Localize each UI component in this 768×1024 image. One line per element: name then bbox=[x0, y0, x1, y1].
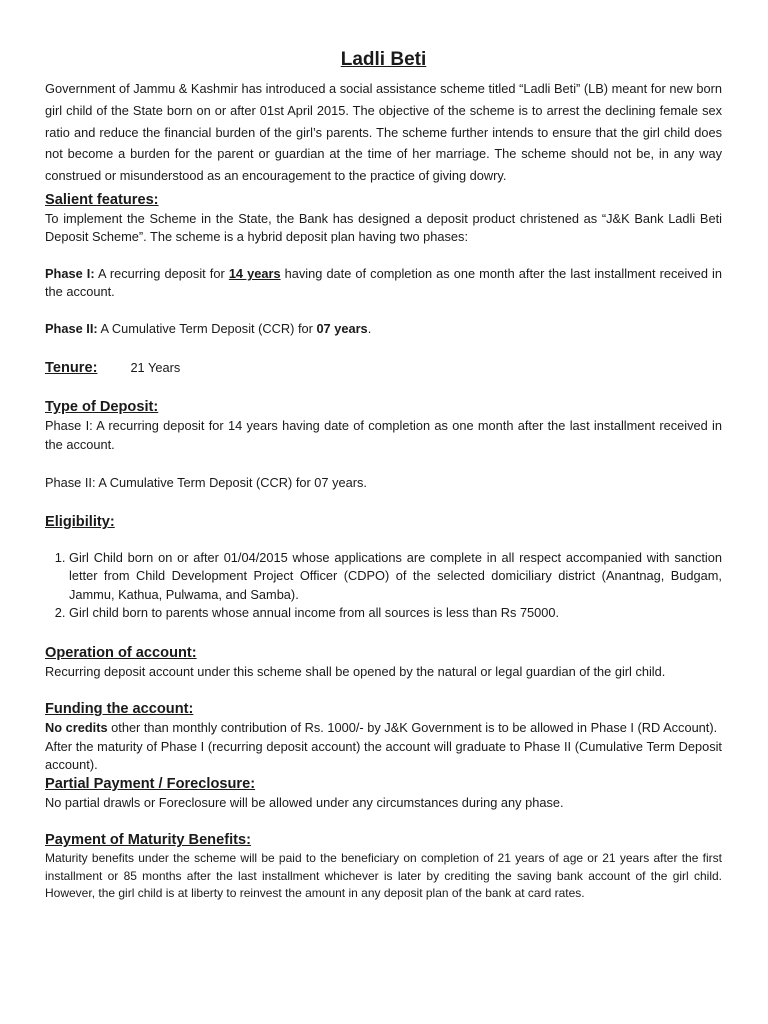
operation-heading: Operation of account: bbox=[45, 644, 197, 661]
funding-bold-lead: No credits bbox=[45, 720, 108, 736]
eligibility-item: 1. Girl Child born on or after 01/04/2015 whose applications are complete in all respect accompanied with sanction letter from Child Development Project Officer (CDPO) of the selected domiciliary district (Anantnag, Budgam, Jammu, Kathua, Pulwama, and Samba). bbox=[69, 549, 722, 605]
phase-1-pre: A recurring deposit for bbox=[94, 265, 229, 281]
eligibility-item: 2. Girl child born to parents whose annual income from all sources is less than Rs 75000. bbox=[69, 604, 722, 623]
maturity-text: Maturity benefits under the scheme will be paid to the beneficiary on completion of 21 years of age or 21 years after the first installment or 85 months after the last installment whichever is later by crediting the saving bank account of the girl child. However, the girl child is at liberty to reinvest the amount in any deposit plan of the bank at card rates. bbox=[45, 851, 722, 901]
type-of-deposit-heading: Type of Deposit: bbox=[45, 399, 159, 416]
intro-paragraph: Government of Jammu & Kashmir has introduced a social assistance scheme titled “Ladli Beti” (LB) meant for new born girl child of the State born on or after 01st April 2015. The objective of the scheme is to arrest the declining female sex ratio and reduce the financial burden of the girl’s parents. The scheme further intends to ensure that the girl child does not become a burden for the parent or guardian at the time of her marriage. The scheme should not be, in any way construed or misunderstood as an encouragement to the practice of giving dowry. bbox=[45, 81, 722, 184]
phase-2-years: 07 years bbox=[316, 320, 368, 336]
phase-1-years: 14 years bbox=[228, 265, 281, 281]
salient-features-heading: Salient features: bbox=[45, 191, 159, 208]
partial-payment-heading: Partial Payment / Foreclosure: bbox=[45, 775, 256, 792]
document-title: Ladli Beti bbox=[340, 49, 427, 70]
tenure-value: 21 Years bbox=[130, 360, 181, 376]
operation-text: Recurring deposit account under this scheme shall be opened by the natural or legal guardian of the girl child. bbox=[45, 663, 666, 679]
phase-1-paragraph bbox=[45, 265, 722, 302]
phase-1-post: having date of completion as one month after the last installment received in the account. bbox=[45, 265, 722, 300]
funding-text-1-rest: other than monthly contribution of Rs. 1000/- by J&K Government is to be allowed in Phase I (RD Account). bbox=[107, 720, 718, 736]
funding-text-1 bbox=[45, 719, 722, 738]
phase-1-label: Phase I: bbox=[45, 265, 95, 281]
phase-2-post: . bbox=[367, 320, 372, 336]
deposit-phase-2-text: Phase II: A Cumulative Term Deposit (CCR) for 07 years. bbox=[45, 475, 367, 491]
funding-text-2: After the maturity of Phase I (recurring deposit account) the account will graduate to Phase II (Cumulative Term Deposit account). bbox=[45, 738, 722, 773]
partial-payment-text: No partial drawls or Foreclosure will be allowed under any circumstances during any phase. bbox=[45, 794, 564, 810]
tenure-row bbox=[45, 359, 722, 378]
deposit-phase-1-text: Phase I: A recurring deposit for 14 years having date of completion as one month after the last installment received in the account. bbox=[45, 418, 722, 452]
eligibility-heading: Eligibility: bbox=[45, 513, 115, 530]
maturity-heading: Payment of Maturity Benefits: bbox=[45, 832, 251, 849]
phase-2-paragraph bbox=[45, 320, 722, 339]
tenure-heading: Tenure: bbox=[45, 360, 98, 377]
eligibility-list bbox=[45, 549, 722, 623]
salient-features-text: To implement the Scheme in the State, the Bank has designed a deposit product christened as “J&K Bank Ladli Beti Deposit Scheme”. The scheme is a hybrid deposit plan having two phases: bbox=[45, 210, 722, 245]
phase-2-label: Phase II: bbox=[45, 320, 98, 336]
funding-heading: Funding the account: bbox=[45, 701, 194, 718]
phase-2-pre: A Cumulative Term Deposit (CCR) for bbox=[97, 320, 317, 336]
